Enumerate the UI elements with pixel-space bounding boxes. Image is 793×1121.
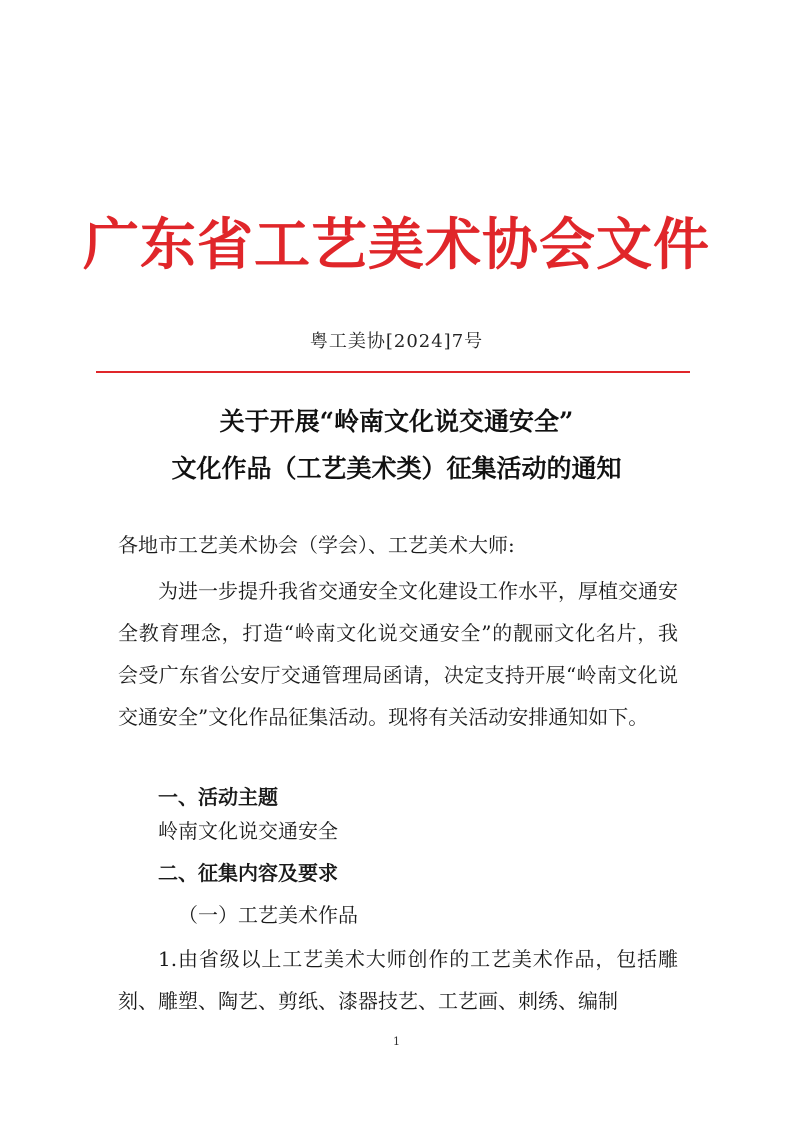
notice-title-line-2: 文化作品（工艺美术类）征集活动的通知: [171, 454, 622, 483]
intro-paragraph: 为进一步提升我省交通安全文化建设工作水平，厚植交通安全教育理念，打造“岭南文化说交通安全”的靓丽文化名片，我会受广东省公安厅交通管理局函请，决定支持开展“岭南文化说交通安全”文化作品征集活动。现将有关活动安排通知如下。: [118, 579, 678, 729]
organization-header-title: 广东省工艺美术协会文件: [83, 212, 710, 278]
notice-title-line-1: 关于开展“岭南文化说交通安全”: [219, 407, 574, 436]
notice-title: [0, 398, 793, 492]
header-divider-line: [96, 371, 690, 373]
page-number: 1: [393, 1035, 400, 1048]
section-2-heading: 二、征集内容及要求: [158, 861, 338, 885]
section-2-item-1: 1.由省级以上工艺美术大师创作的工艺美术作品，包括雕刻、雕塑、陶艺、剪纸、漆器技艺、工艺画、刺绣、编制: [118, 947, 678, 1013]
document-number: 粤工美协[2024]7号: [309, 331, 484, 352]
salutation: 各地市工艺美术协会（学会）、工艺美术大师:: [118, 533, 515, 557]
section-2-sub-heading: （一）工艺美术作品: [178, 903, 358, 927]
section-1-theme-text: 岭南文化说交通安全: [158, 819, 338, 843]
section-1-heading: 一、活动主题: [158, 785, 278, 809]
